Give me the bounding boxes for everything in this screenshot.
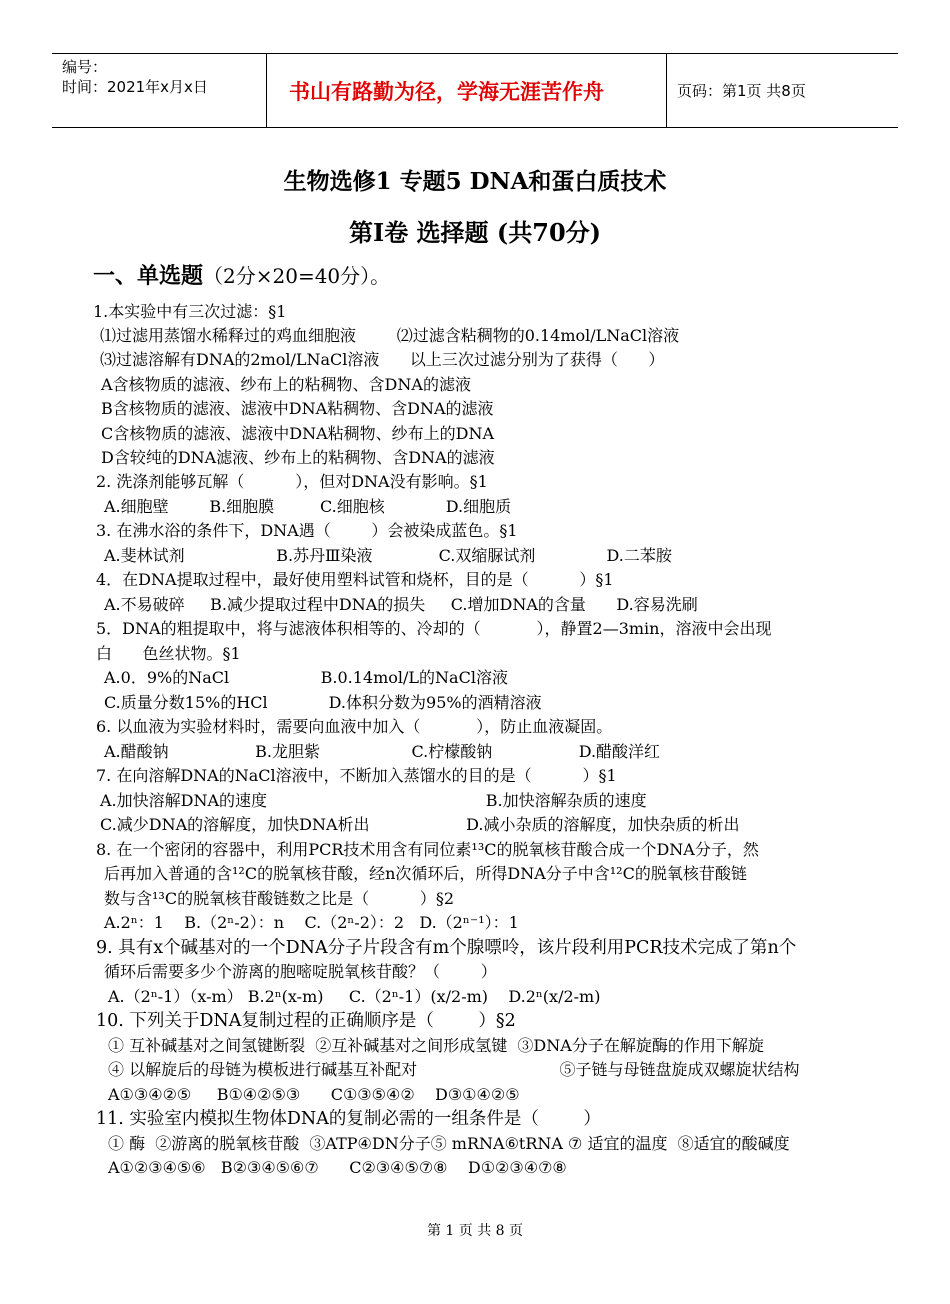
motto: 书山有路勤为径，学海无涯苦作舟 [267,54,667,127]
question-line: A.（2ⁿ-1）（x-m） B.2ⁿ(x-m) C.（2ⁿ-1）(x/2-m) D.2ⁿ(x/2-m) [108,987,601,1006]
question-line: A.不易破碎 B.减少提取过程中DNA的损失 C.增加DNA的含量 D.容易洗刷 [104,595,698,614]
question-line: C含核物质的滤液、滤液中DNA粘稠物、纱布上的DNA [101,424,495,443]
question-line: A.0．9%的NaCl B.0.14mol/L的NaCl溶液 [104,668,508,687]
time-label: 时间：2021年x月x日 [62,78,208,96]
page-header [52,53,898,128]
question-line: A①③④②⑤ B①④②⑤③ C①③⑤④② D③①④②⑤ [108,1085,520,1104]
question-line: A含核物质的滤液、纱布上的粘稠物、含DNA的滤液 [101,375,471,394]
question-line: 8. 在一个密闭的容器中，利用PCR技术用含有同位素¹³C的脱氧核苷酸合成一个DNA分子，然 [96,840,759,859]
question-line: ① 酶 ②游离的脱氧核苷酸 ③ATP④DN分子⑤ mRNA⑥tRNA ⑦ 适宜的温度 ⑧适宜的酸碱度 [108,1134,790,1153]
question-line: 白 色丝状物。§1 [96,644,241,663]
document-title: 生物选修1 专题5 DNA和蛋白质技术 [283,168,667,195]
question-line: D含较纯的DNA滤液、纱布上的粘稠物、含DNA的滤液 [101,448,495,467]
question-line: 后再加入普通的含¹²C的脱氧核苷酸，经n次循环后，所得DNA分子中含¹²C的脱氧核苷酸链 [104,864,747,883]
question-line: C.减少DNA的溶解度，加快DNA析出 D.减小杂质的溶解度，加快杂质的析出 [100,815,740,834]
page-footer: 第 1 页 共 8 页 [426,1223,524,1239]
question-line: A.细胞壁 B.细胞膜 C.细胞核 D.细胞质 [104,497,512,516]
question-line: 4．在DNA提取过程中，最好使用塑料试管和烧杯，目的是（ ）§1 [96,570,614,589]
question-line: 数与含¹³C的脱氧核苷酸链数之比是（ ）§2 [104,889,455,908]
question-line: ⑴过滤用蒸馏水稀释过的鸡血细胞液 ⑵过滤含粘稠物的0.14mol/LNaCl溶液 [100,326,680,345]
question-line: 5．DNA的粗提取中，将与滤液体积相等的、冷却的（ ），静置2—3min，溶液中会出现 [96,619,772,638]
question-line: A.斐林试剂 B.苏丹Ⅲ染液 C.双缩脲试剂 D.二苯胺 [104,546,672,565]
section-label: 一、单选题 [93,264,204,289]
question-line: 9. 具有x个碱基对的一个DNA分子片段含有m个腺嘌呤，该片段利用PCR技术完成了第n个 [96,938,797,958]
section-note: （2分×20=40分）。 [203,264,391,288]
question-line: B含核物质的滤液、滤液中DNA粘稠物、含DNA的滤液 [101,399,494,418]
question-line: 11. 实验室内模拟生物体DNA的复制必需的一组条件是（ ） [96,1109,601,1129]
question-line: A.醋酸钠 B.龙胆紫 C.柠檬酸钠 D.醋酸洋红 [104,742,661,761]
question-line: C.质量分数15%的HCl D.体积分数为95%的酒精溶液 [104,693,542,712]
question-line: 6. 以血液为实验材料时，需要向血液中加入（ ），防止血液凝固。 [96,717,613,736]
question-line: A①②③④⑤⑥ B②③④⑤⑥⑦ C②③④⑤⑦⑧ D①②③④⑦⑧ [108,1158,567,1177]
question-line: ⑶过滤溶解有DNA的2mol/LNaCl溶液 以上三次过滤分别为了获得（ ） [100,350,665,369]
page-label: 页码：第1页 共8页 [677,82,806,100]
question-line: A.2ⁿ：1 B.（2ⁿ-2）：n C.（2ⁿ-2）：2 D.（2ⁿ⁻¹）：1 [104,913,519,932]
question-line: 1.本实验中有三次过滤：§1 [93,302,287,321]
question-line: A.加快溶解DNA的速度 B.加快溶解杂质的速度 [100,791,647,810]
question-line: 3. 在沸水浴的条件下，DNA遇（ ）会被染成蓝色。§1 [96,521,518,540]
question-line: 2. 洗涤剂能够瓦解（ ），但对DNA没有影响。§1 [96,472,488,491]
question-line: 循环后需要多少个游离的胞嘧啶脱氧核苷酸？（ ） [104,962,497,981]
section-heading [93,259,390,290]
document-subtitle: 第Ⅰ卷 选择题 (共70分) [348,218,602,247]
question-line: 10. 下列关于DNA复制过程的正确顺序是（ ）§2 [96,1011,516,1031]
header-info-cell [52,54,267,127]
question-line: ④ 以解旋后的母链为模板进行碱基互补配对 ⑤子链与母链盘旋成双螺旋状结构 [108,1060,800,1079]
question-line: ① 互补碱基对之间氢键断裂 ②互补碱基对之间形成氢键 ③DNA分子在解旋酶的作用下解旋 [108,1036,764,1055]
question-line: 7. 在向溶解DNA的NaCl溶液中，不断加入蒸馏水的目的是（ ）§1 [96,766,617,785]
number-label: 编号： [62,58,108,76]
